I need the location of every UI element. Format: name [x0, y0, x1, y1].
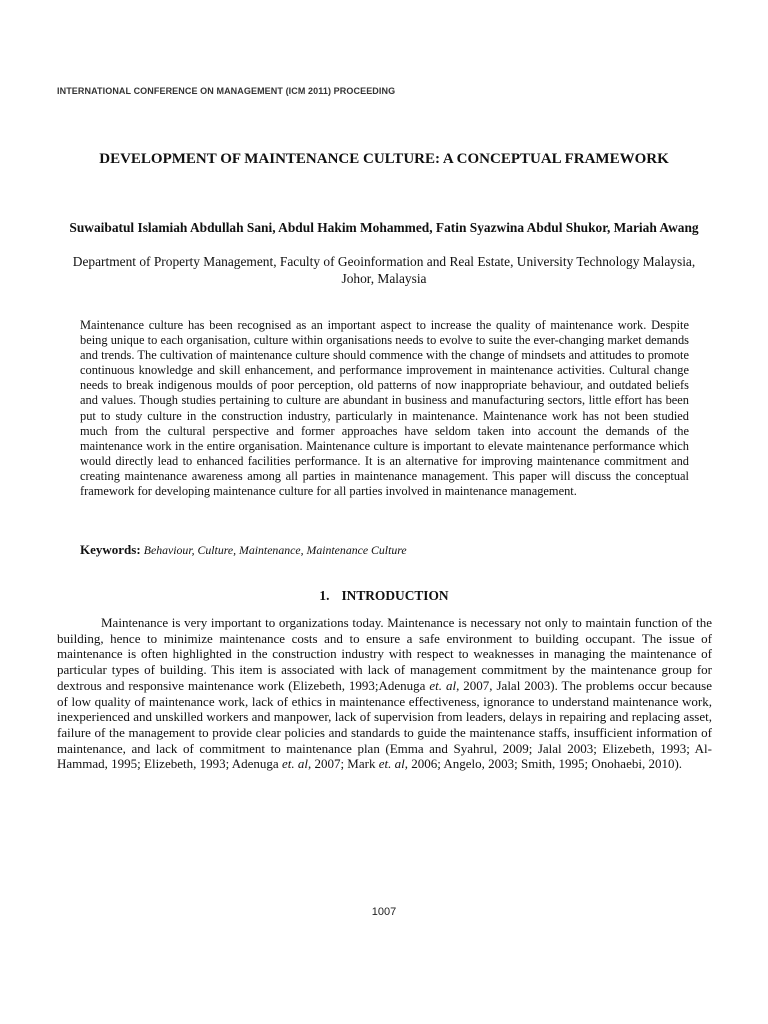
intro-etal-3: et. al: [378, 756, 405, 772]
intro-text-4: , 2006; Angelo, 2003; Smith, 1995; Onohaebi, 2010).: [404, 756, 683, 772]
intro-etal-1: et. al: [429, 677, 457, 693]
intro-text-1: Maintenance is very important to organizations today. Maintenance is necessary not only to maintain function of the building, hence to minimize maintenance costs and to ensure a safe environment to building occupant. The issue of maintenance is often highlighted in the construction industry with respect to weaknesses in managing the maintenance of particular types of building. This item is associated with lack of management commitment by the maintenance group for dextrous and responsive maintenance work (Elizebeth, 1993;Adenuga: [57, 615, 712, 693]
affiliation: Department of Property Management, Faculty of Geoinformation and Real Estate, University Technology Malaysia, Johor, Malaysia: [72, 254, 696, 286]
author-list: Suwaibatul Islamiah Abdullah Sani, Abdul Hakim Mohammed, Fatin Syazwina Abdul Shukor, Mariah Awang: [69, 220, 699, 235]
section-title: INTRODUCTION: [341, 588, 449, 603]
section-heading-introduction: [60, 587, 708, 604]
intro-text-2: , 2007, Jalal 2003). The problems occur because of low quality of maintenance work, lack of ethics in maintenance effectiveness, ignorance to understand maintenance work, inexperienced and unskilled workers and manpower, lack of supervision from leaders, delays in repairing and replacing asset, failure of the management to provide clear policies and standards to guide the maintenance staffs, insufficient information of maintenance, and lack of commitment to maintenance plan (Emma and Syahrul, 2009; Jalal 2003; Elizebeth, 1993; Al-Hammad, 1995; Elizebeth, 1993; Adenuga: [57, 677, 712, 772]
abstract: Maintenance culture has been recognised as an important aspect to increase the quality of maintenance work. Despite being unique to each organisation, culture within organisations needs to evolve to suite the ever-changing market demands and trends. The cultivation of maintenance culture should commence with the change of mindsets and attitudes to promote continuous knowledge and skill enhancement, and performance improvement in maintenance activities. Cultural change needs to break indigenous moulds of poor perception, old patterns of now inappropriate behaviour, and outdated beliefs and values. Though studies pertaining to culture are abundant in business and manufacturing sectors, little effort has been put to study culture in the construction industry, particularly in maintenance. Maintenance work has not been studied much from the cultural perspective and former approaches have seldom taken into account the demands of the maintenance work in the entire organisation. Maintenance culture is important to elevate maintenance performance which would directly lead to enhanced facilities performance. It is an alternative for improving maintenance commitment and creating maintenance awareness among all parties in maintenance management. This paper will discuss the conceptual framework for developing maintenance culture for all parties involved in maintenance management.: [80, 318, 689, 499]
intro-text-3: , 2007; Mark: [307, 756, 379, 772]
paper-title: DEVELOPMENT OF MAINTENANCE CULTURE: A CONCEPTUAL FRAMEWORK: [99, 151, 669, 167]
keywords-value: Behaviour, Culture, Maintenance, Maintenance Culture: [143, 543, 407, 557]
page-number: 1007: [371, 906, 397, 918]
keywords-line: [80, 542, 689, 558]
running-header: INTERNATIONAL CONFERENCE ON MANAGEMENT (ICM 2011) PROCEEDING: [57, 86, 396, 96]
keywords-label: Keywords:: [80, 542, 141, 557]
intro-etal-2: et. al: [281, 756, 308, 772]
introduction-paragraph: [57, 615, 712, 772]
section-number: 1.: [319, 588, 330, 603]
